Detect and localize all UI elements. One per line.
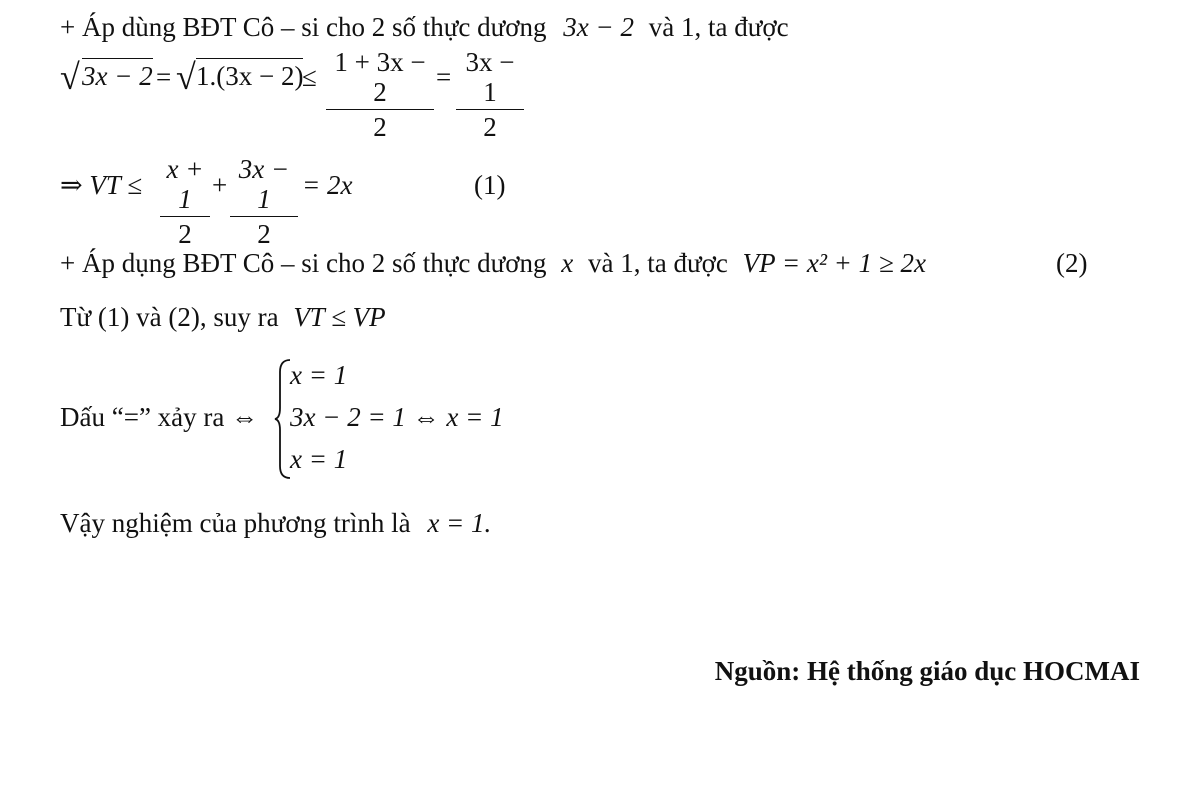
eq2-frac2-num: 3x − 1 — [238, 154, 290, 214]
line-3 — [60, 248, 926, 279]
line-1-tail: và 1, ta được — [648, 12, 789, 42]
eq2-prefix: ⇒ VT ≤ — [60, 170, 142, 200]
system-row-1: x = 1 — [290, 360, 348, 390]
line-3-tag: (2) — [1056, 248, 1088, 278]
line-4-text: Từ (1) và (2), suy ra — [60, 302, 279, 332]
eq2-frac1-num: x + 1 — [166, 154, 204, 214]
sqrt-2: 1.(3x − 2) — [196, 58, 303, 92]
eq2-fraction-2 — [230, 154, 298, 249]
line-6-text: Vậy nghiệm của phương trình là — [60, 508, 411, 538]
eq2-frac1-den: 2 — [178, 219, 192, 249]
sqrt-sign-2: √ — [176, 57, 196, 97]
eq2-fraction-1 — [160, 154, 210, 249]
system-row-2: 3x − 2 = 1 ⇔ x = 1 — [290, 402, 504, 432]
line-3-var: x — [561, 248, 574, 278]
sqrt-sign-1: √ — [60, 57, 80, 97]
line-3-text: + Áp dụng BĐT Cô – si cho 2 số thực dương — [60, 248, 547, 278]
line-3-expr: VP = x² + 1 ≥ 2x — [742, 248, 926, 278]
eq1-frac1-num: 1 + 3x − 2 — [334, 47, 426, 107]
line-6 — [60, 508, 491, 539]
system-row-3: x = 1 — [290, 444, 348, 474]
line-1-text: + Áp dùng BĐT Cô – si cho 2 số thực dương — [60, 12, 547, 42]
source-credit: Nguồn: Hệ thống giáo dục HOCMAI — [714, 656, 1140, 686]
sqrt-1: 3x − 2 — [82, 58, 153, 92]
line-4-expr: VT ≤ VP — [293, 302, 386, 332]
eq1-equals-2: = — [436, 62, 452, 92]
line-1-expr: 3x − 2 — [563, 12, 634, 42]
eq1-equals: = — [156, 62, 172, 92]
line-6-expr: x = 1. — [427, 508, 492, 538]
line-5-prefix: Dấu “=” xảy ra ⇔ — [60, 402, 259, 432]
eq1-fraction-2 — [456, 47, 524, 142]
line-3-mid: và 1, ta được — [588, 248, 728, 278]
eq2-plus: + — [212, 170, 228, 200]
line-1 — [60, 12, 789, 43]
eq1-frac2-den: 2 — [483, 112, 497, 142]
eq2-tag: (1) — [474, 170, 506, 200]
eq1-frac2-num: 3x − 1 — [465, 47, 515, 107]
eq1-fraction-1 — [326, 47, 434, 142]
line-4 — [60, 302, 386, 333]
eq1-leq: ≤ — [302, 62, 317, 92]
eq2-frac2-den: 2 — [257, 219, 271, 249]
eq1-frac1-den: 2 — [373, 112, 387, 142]
eq2-result: = 2x — [302, 170, 353, 200]
